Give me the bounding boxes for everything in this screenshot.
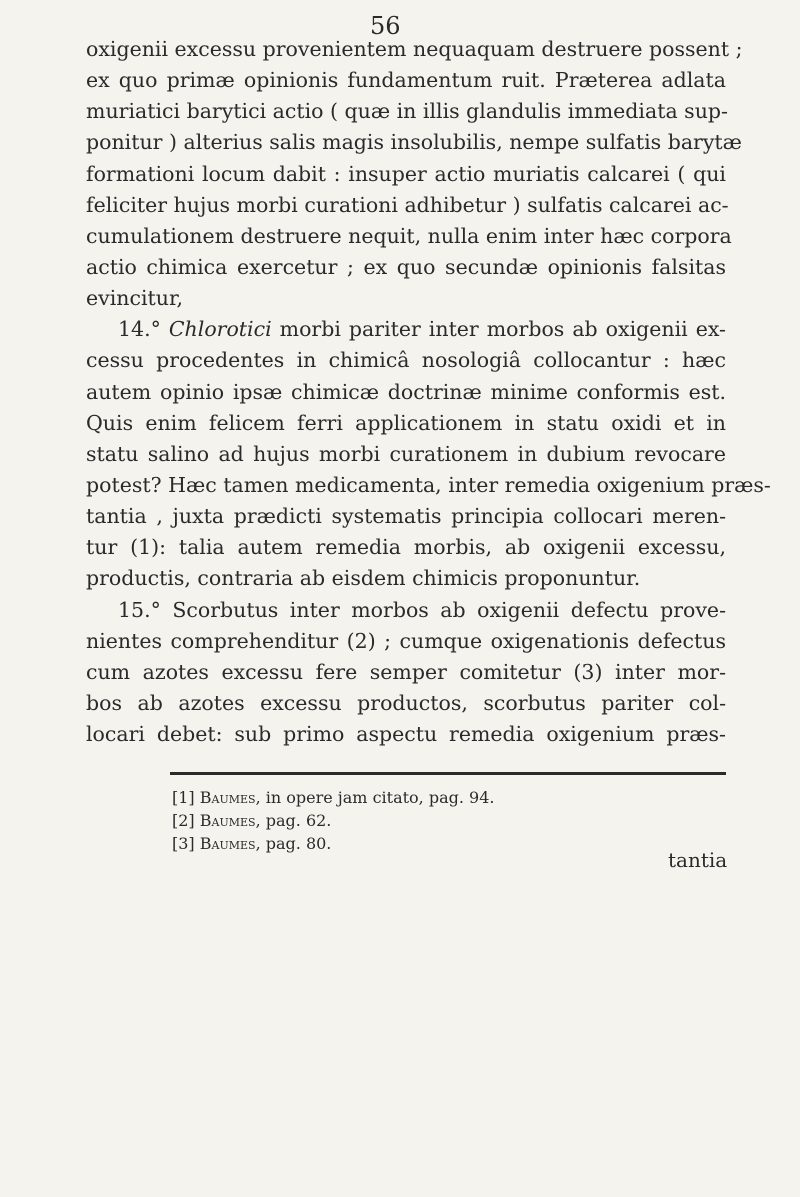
catchword: tantia bbox=[668, 848, 728, 872]
footnote-text: in opere jam citato, pag. 94. bbox=[265, 788, 495, 807]
footnote bbox=[172, 786, 494, 809]
paragraph-14-first-line bbox=[86, 314, 726, 345]
text-line: bos ab azotes excessu productos, scorbutus pariter col- bbox=[86, 690, 726, 715]
text-line: cum azotes excessu fere semper comitetur (3) inter mor- bbox=[86, 659, 726, 684]
text-line: ex quo primæ opinionis fundamentum ruit. Præterea adlata bbox=[86, 68, 726, 93]
footnote-mark: [1] bbox=[172, 788, 195, 807]
footnote-author: Baumes, bbox=[199, 811, 261, 830]
text-line: tantia , juxta prædicti systematis principia collocari meren- bbox=[86, 504, 726, 529]
text-line: productis, contraria ab eisdem chimicis proponuntur. bbox=[86, 566, 641, 591]
footnote bbox=[172, 809, 494, 832]
paragraph-number: 14.° bbox=[118, 317, 161, 342]
text-line: statu salino ad hujus morbi curationem in dubium revocare bbox=[86, 441, 726, 466]
text-line: Quis enim felicem ferri applicationem in statu oxidi et in bbox=[86, 410, 726, 435]
footnote-text: pag. 80. bbox=[265, 834, 332, 853]
text-line: muriatici barytici actio ( quæ in illis glandulis immediata sup- bbox=[86, 99, 728, 124]
italic-term: Chlorotici bbox=[168, 317, 272, 342]
text-line: nientes comprehenditur (2) ; cumque oxigenationis defectus bbox=[86, 628, 726, 653]
page-number: 56 bbox=[370, 12, 401, 40]
footnote-text: pag. 62. bbox=[265, 811, 332, 830]
text-line: autem opinio ipsæ chimicæ doctrinæ minime conformis est. bbox=[86, 379, 726, 404]
footnote-mark: [2] bbox=[172, 811, 195, 830]
text-line: potest? Hæc tamen medicamenta, inter remedia oxigenium præs- bbox=[86, 472, 771, 497]
text-fragment: morbi pariter inter morbos ab oxigenii ex- bbox=[279, 317, 726, 342]
body-text bbox=[86, 34, 771, 750]
text-line: cessu procedentes in chimicâ nosologiâ collocantur : hæc bbox=[86, 348, 726, 373]
footnote-author: Baumes, bbox=[199, 834, 261, 853]
footnote-author: Baumes, bbox=[199, 788, 261, 807]
footnote-mark: [3] bbox=[172, 834, 195, 853]
text-line: evincitur, bbox=[86, 286, 184, 311]
paragraph-15-first-line: 15.° Scorbutus inter morbos ab oxigenii defectu prove- bbox=[118, 597, 726, 622]
text-line: tur (1): talia autem remedia morbis, ab oxigenii excessu, bbox=[86, 535, 726, 560]
text-line: actio chimica exercetur ; ex quo secundæ opinionis falsitas bbox=[86, 254, 726, 279]
footnotes bbox=[172, 786, 494, 855]
text-line: locari debet: sub primo aspectu remedia oxigenium præs- bbox=[86, 722, 726, 747]
text-line: formationi locum dabit : insuper actio muriatis calcarei ( qui bbox=[86, 161, 726, 186]
footnote-divider bbox=[170, 772, 726, 775]
text-line: feliciter hujus morbi curationi adhibetur ) sulfatis calcarei ac- bbox=[86, 192, 729, 217]
text-line: oxigenii excessu provenientem nequaquam destruere possent ; bbox=[86, 37, 743, 61]
text-line: ponitur ) alterius salis magis insolubilis, nempe sulfatis barytæ bbox=[86, 130, 742, 155]
footnote bbox=[172, 832, 494, 855]
text-line: cumulationem destruere nequit, nulla enim inter hæc corpora bbox=[86, 223, 732, 248]
